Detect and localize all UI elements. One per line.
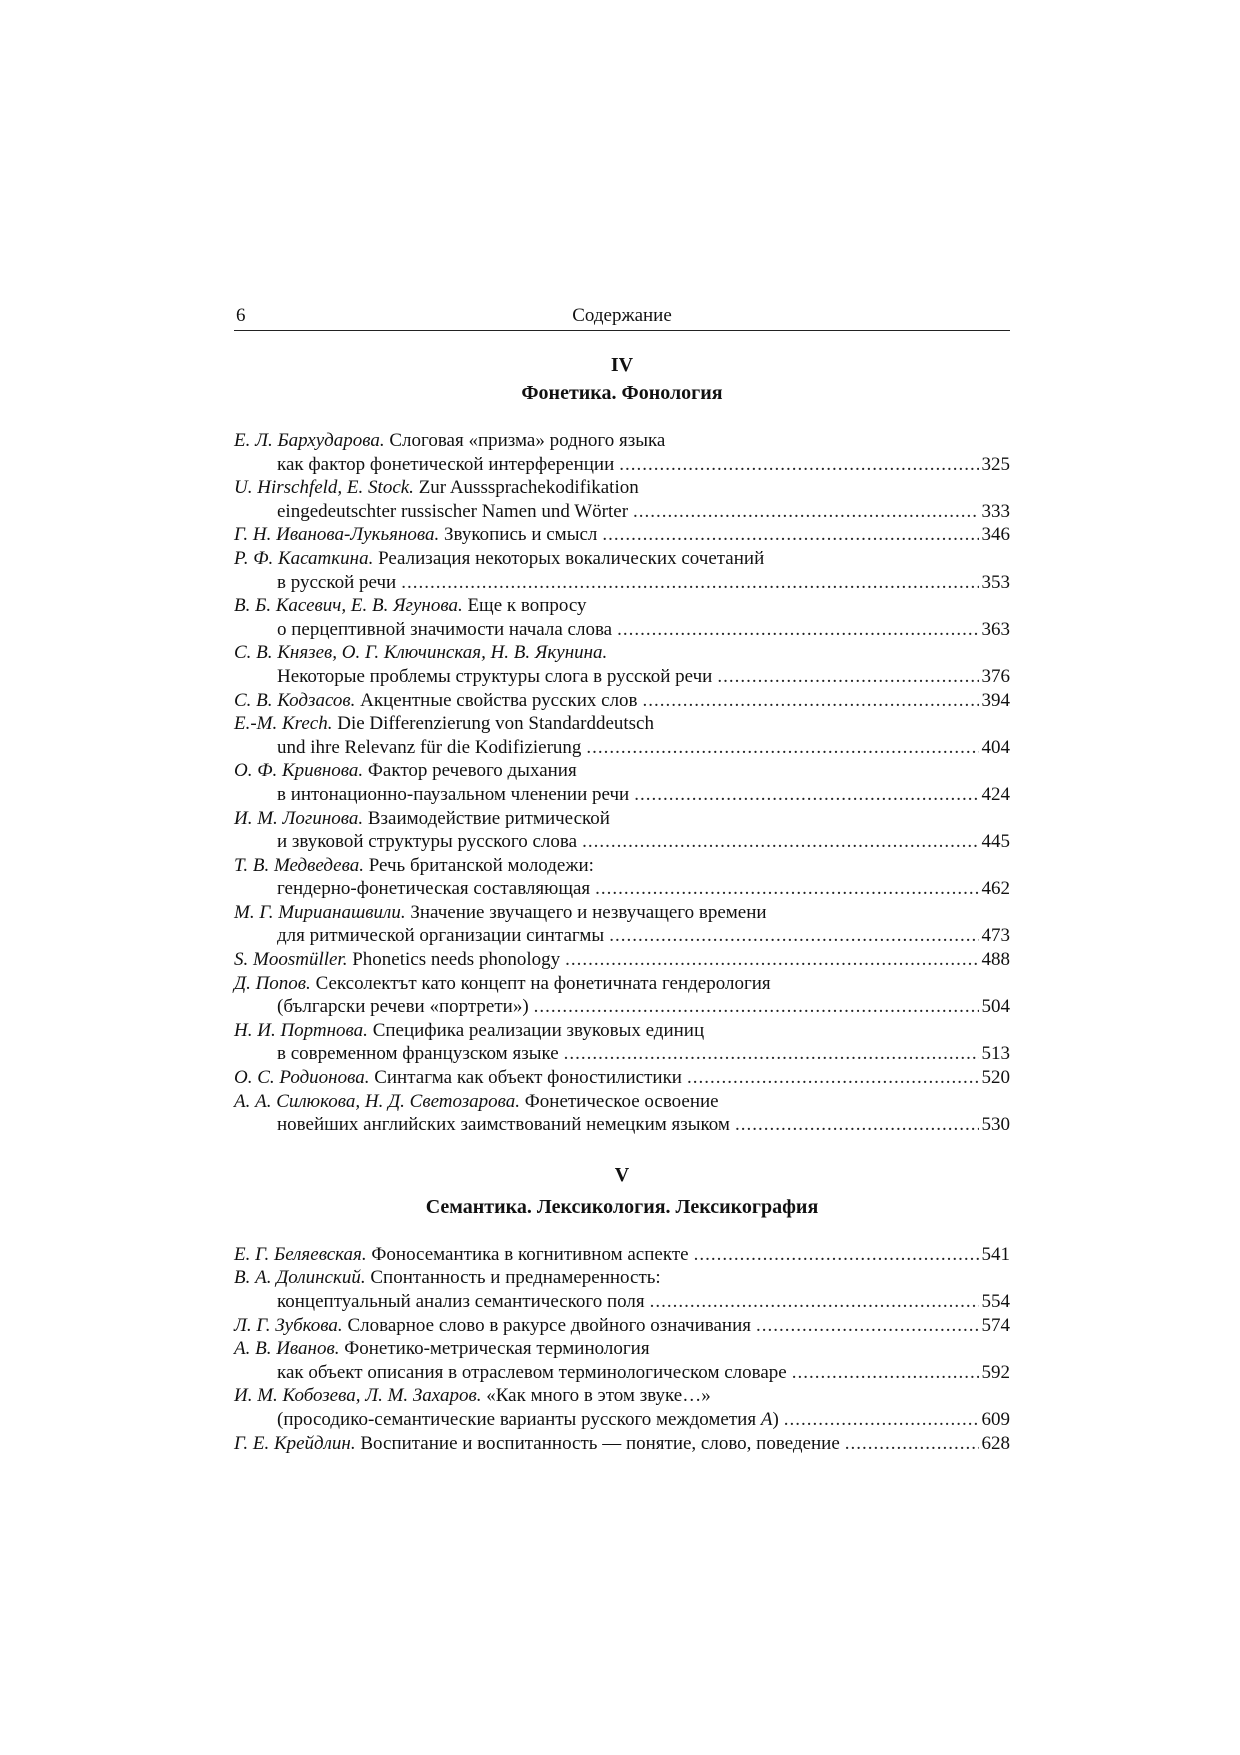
toc-entry-title: Синтагма как объект фоностилистики xyxy=(369,1067,682,1089)
toc-entry-heading xyxy=(234,429,665,453)
dot-leader xyxy=(717,665,978,689)
toc-entry-title: Акцентные свойства русских слов xyxy=(355,689,638,711)
toc-entry-page: 404 xyxy=(981,736,1010,758)
toc-entry-line xyxy=(234,571,1010,595)
toc-entry-title: Специфика реализации звуковых единиц xyxy=(367,1019,705,1041)
toc-entry-authors: Г. Е. Крейдлин. xyxy=(234,1432,356,1454)
book-page xyxy=(234,300,1010,1455)
toc-entry-title: Взаимодействие ритмической xyxy=(363,807,610,829)
dot-leader xyxy=(595,877,978,901)
toc-entry-title-continued: концептуальный анализ семантического поля xyxy=(277,1291,645,1312)
toc-entry-line xyxy=(234,1042,1010,1066)
toc-entry-line xyxy=(234,1384,1010,1408)
toc-entry-line xyxy=(234,1113,1010,1137)
toc-entry-title-continued: (български речеви «портрети») xyxy=(277,996,529,1018)
toc-entry-page: 504 xyxy=(981,996,1010,1018)
toc-entry-heading xyxy=(234,1314,751,1338)
toc-entry-line xyxy=(234,594,1010,618)
toc-entry-line xyxy=(234,429,1010,453)
toc-entry-heading xyxy=(234,972,771,996)
toc-entry-page: 628 xyxy=(981,1432,1010,1454)
toc-entry-title: Phonetics needs phonology xyxy=(347,949,561,971)
toc-entry-line xyxy=(234,1408,1010,1432)
toc-entry-title-continued: Некоторые проблемы структуры слога в русской речи xyxy=(277,665,713,687)
toc-entry-title: Фоносемантика в когнитивном аспекте xyxy=(366,1243,689,1265)
toc-entry-authors: U. Hirschfeld, E. Stock. xyxy=(234,477,414,499)
toc-entry-line xyxy=(234,1066,1010,1090)
toc-entry-heading xyxy=(234,901,767,925)
toc-entry xyxy=(234,1266,1010,1313)
running-title: Содержание xyxy=(572,305,672,326)
section-title: Семантика. Лексикология. Лексикография xyxy=(425,1195,819,1218)
toc-entry-heading xyxy=(234,1243,689,1267)
toc-entry-line xyxy=(234,1019,1010,1043)
dot-leader xyxy=(565,948,978,972)
dot-leader xyxy=(735,1113,979,1137)
dot-leader xyxy=(633,500,978,524)
toc-entry xyxy=(234,1090,1010,1137)
dot-leader xyxy=(534,995,979,1019)
toc-entry-title-continued: и звуковой структуры русского слова xyxy=(277,831,578,853)
dot-leader xyxy=(694,1243,979,1267)
dot-leader xyxy=(845,1432,979,1456)
toc-entry-title: Фонетико-метрическая терминология xyxy=(339,1338,650,1360)
dot-leader xyxy=(650,1290,979,1314)
toc-entry-title-continued: und ihre Relevanz für die Kodifizierung xyxy=(277,736,582,758)
toc-entry-line xyxy=(234,1266,1010,1290)
toc-entry xyxy=(234,1314,1010,1338)
dot-leader xyxy=(792,1361,979,1385)
dot-leader xyxy=(564,1042,979,1066)
toc-entry-page: 333 xyxy=(981,500,1010,522)
toc-entry-page: 325 xyxy=(981,453,1010,475)
toc-entry-title: Словарное слово в ракурсе двойного означивания xyxy=(342,1314,752,1336)
toc-entry xyxy=(234,547,1010,594)
toc-entry-line xyxy=(234,877,1010,901)
dot-leader xyxy=(582,830,978,854)
toc-entry-authors: И. М. Кобозева, Л. М. Захаров. xyxy=(234,1385,482,1407)
toc-entry-title: Сексолектът като концепт на фонетичната гендерология xyxy=(310,972,771,994)
toc-entry xyxy=(234,1019,1010,1066)
toc-entry-heading xyxy=(234,807,610,831)
toc-entry xyxy=(234,689,1010,713)
toc-entry-authors: А. В. Иванов. xyxy=(234,1338,340,1360)
toc-entry-page: 520 xyxy=(981,1067,1010,1089)
toc-entry-authors: О. С. Родионова. xyxy=(234,1067,370,1089)
toc-entry-page: 346 xyxy=(981,524,1010,546)
toc-entry-title: Еще к вопросу xyxy=(462,595,587,617)
toc-entry xyxy=(234,523,1010,547)
toc-entry-authors: Е. Г. Беляевская. xyxy=(234,1243,367,1265)
dot-leader xyxy=(634,783,978,807)
toc-entry-line xyxy=(234,453,1010,477)
toc-entry xyxy=(234,1243,1010,1267)
toc-entry-heading xyxy=(234,594,587,618)
dot-leader xyxy=(609,924,978,948)
toc-entry xyxy=(234,1066,1010,1090)
toc-entry-line xyxy=(234,830,1010,854)
toc-entry-heading xyxy=(234,854,594,878)
toc-entry xyxy=(234,594,1010,641)
toc-entry-page: 394 xyxy=(981,689,1010,711)
toc-entry-line xyxy=(234,924,1010,948)
toc-entry-title: Воспитание и воспитанность — понятие, слово, поведение xyxy=(355,1432,840,1454)
toc-entry-line xyxy=(234,641,1010,665)
toc-entry-page: 473 xyxy=(981,925,1010,947)
toc-entry-heading xyxy=(234,689,638,713)
toc-entry-authors: С. В. Кодзасов. xyxy=(234,689,356,711)
toc-entry-page: 554 xyxy=(981,1291,1010,1312)
toc-entry-title: Речь британской молодежи: xyxy=(363,854,594,876)
toc-entry-title: Zur Ausssprachekodifikation xyxy=(413,477,639,499)
toc-entry-authors: Т. В. Медведева. xyxy=(234,854,364,876)
toc-entry-heading xyxy=(234,1090,719,1114)
toc-entry-authors: Д. Попов. xyxy=(234,972,311,994)
toc-entry-line xyxy=(234,1090,1010,1114)
toc-entry-line xyxy=(234,736,1010,760)
toc-entry-page: 592 xyxy=(981,1361,1010,1383)
toc-entry-heading xyxy=(234,1066,682,1090)
toc-entry-authors: S. Moosmüller. xyxy=(234,949,348,971)
toc-entry-title-continued: для ритмической организации синтагмы xyxy=(277,925,605,947)
dot-leader xyxy=(619,453,978,477)
toc-entry xyxy=(234,712,1010,759)
toc-entry-authors: М. Г. Мирианашвили. xyxy=(234,901,406,923)
toc-entry-page: 353 xyxy=(981,571,1010,593)
toc-entry-line xyxy=(234,783,1010,807)
toc-entry-authors: Г. Н. Иванова-Лукьянова. xyxy=(234,524,440,546)
toc-entry-line xyxy=(234,523,1010,547)
toc-entry-title-continued: новейших английских заимствований немецким языком xyxy=(277,1114,730,1136)
toc-entry-heading xyxy=(234,476,639,500)
toc-entry-title: «Как много в этом звуке…» xyxy=(481,1385,711,1407)
toc-entry-title-continued: как фактор фонетической интерференции xyxy=(277,453,615,475)
toc-entry-title-continued: гендерно-фонетическая составляющая xyxy=(277,878,591,900)
section-numeral: V xyxy=(614,1163,630,1186)
toc-entry-line xyxy=(234,500,1010,524)
toc-entry-line xyxy=(234,618,1010,642)
running-head xyxy=(234,300,1010,331)
toc-entry-line xyxy=(234,1432,1010,1456)
toc-entry-authors: Е. Л. Бархударова. xyxy=(234,430,385,451)
toc-entry-line xyxy=(234,1337,1010,1361)
toc-entry-line xyxy=(234,948,1010,972)
dot-leader xyxy=(756,1314,978,1338)
toc-entry-line xyxy=(234,689,1010,713)
toc-entry xyxy=(234,807,1010,854)
toc-entry-authors: E.-M. Krech. xyxy=(234,713,333,735)
toc-entry-line xyxy=(234,1361,1010,1385)
toc-entry-page: 574 xyxy=(981,1314,1010,1336)
toc-entry-heading xyxy=(234,1019,704,1043)
toc-entry-title: Звукопись и смысл xyxy=(439,524,598,546)
toc-entry-heading xyxy=(234,1432,840,1456)
toc-entry-heading xyxy=(234,547,764,571)
toc-entry-line xyxy=(234,995,1010,1019)
toc-entry xyxy=(234,476,1010,523)
toc-entry xyxy=(234,948,1010,972)
toc-entry xyxy=(234,1432,1010,1456)
toc-entry-line xyxy=(234,1314,1010,1338)
section-heading xyxy=(234,1161,1010,1221)
section-numeral: IV xyxy=(610,354,634,376)
toc-entry xyxy=(234,759,1010,806)
toc-entry-authors: Н. И. Портнова. xyxy=(234,1019,368,1041)
toc-entry-authors: И. М. Логинова. xyxy=(234,807,364,829)
toc-entry-line xyxy=(234,759,1010,783)
toc-entry xyxy=(234,972,1010,1019)
toc-entry-line xyxy=(234,1243,1010,1267)
toc-entry-page: 488 xyxy=(981,949,1010,971)
dot-leader xyxy=(586,736,978,760)
toc-entry xyxy=(234,1337,1010,1384)
toc-entry-authors: С. В. Князев, О. Г. Ключинская, Н. В. Якунина. xyxy=(234,642,608,664)
toc-entry-line xyxy=(234,901,1010,925)
toc-entry xyxy=(234,429,1010,476)
toc-entry-title-continued: о перцептивной значимости начала слова xyxy=(277,618,613,640)
dot-leader xyxy=(617,618,978,642)
toc-entry xyxy=(234,901,1010,948)
dot-leader xyxy=(602,523,978,547)
toc-entry-title: Фактор речевого дыхания xyxy=(363,760,577,782)
toc-entry-page: 445 xyxy=(981,831,1010,853)
toc-entry-page: 363 xyxy=(981,618,1010,640)
section-heading xyxy=(234,351,1010,407)
toc-entry-authors: Р. Ф. Касаткина. xyxy=(234,547,374,569)
toc-entry-line xyxy=(234,972,1010,996)
dot-leader xyxy=(643,689,979,713)
section-title: Фонетика. Фонология xyxy=(521,382,723,404)
toc-entry-line xyxy=(234,854,1010,878)
toc-entry xyxy=(234,1384,1010,1431)
toc-entry-heading xyxy=(234,1266,661,1290)
toc-entry-line xyxy=(234,476,1010,500)
toc-entry-page: 609 xyxy=(981,1408,1010,1430)
toc-list xyxy=(234,1243,1010,1455)
toc-entry-title-continued: как объект описания в отраслевом терминологическом словаре xyxy=(277,1361,787,1383)
toc-entry-authors: О. Ф. Кривнова. xyxy=(234,760,364,782)
toc-entry-heading xyxy=(234,641,607,665)
dot-leader xyxy=(401,571,978,595)
toc-entry-page: 513 xyxy=(981,1043,1010,1065)
toc-list xyxy=(234,429,1010,1137)
toc-entry-authors: В. А. Долинский. xyxy=(234,1267,366,1289)
toc-entry-title: Die Differenzierung von Standarddeutsch xyxy=(332,713,654,735)
toc-entry-page: 424 xyxy=(981,783,1010,805)
toc-entry-title: Фонетическое освоение xyxy=(520,1090,719,1112)
toc-entry-title: Спонтанность и преднамеренность: xyxy=(365,1267,661,1289)
toc-entry-page: 541 xyxy=(981,1243,1010,1265)
toc-entry-page: 376 xyxy=(981,665,1010,687)
toc-entry-heading xyxy=(234,759,577,783)
toc-entry-heading xyxy=(234,712,654,736)
toc-entry-title-continued: (просодико-семантические варианты русского междометия А) xyxy=(277,1408,779,1430)
toc-entry-line xyxy=(234,665,1010,689)
toc-entry-heading xyxy=(234,523,597,547)
toc-entry-title: Слоговая «призма» родного языка xyxy=(384,430,666,451)
toc-entry-line xyxy=(234,547,1010,571)
toc-entry-page: 462 xyxy=(981,878,1010,900)
toc-entry-authors: Л. Г. Зубкова. xyxy=(234,1314,343,1336)
toc-entry-heading xyxy=(234,948,560,972)
dot-leader xyxy=(687,1066,979,1090)
toc-entry-title: Значение звучащего и незвучащего времени xyxy=(405,901,767,923)
page-number: 6 xyxy=(236,305,246,326)
toc-entry-page: 530 xyxy=(981,1114,1010,1136)
toc-entry-heading xyxy=(234,1384,711,1408)
toc-entry-authors: В. Б. Касевич, Е. В. Ягунова. xyxy=(234,595,463,617)
toc-entry xyxy=(234,641,1010,688)
toc-entry-title: Реализация некоторых вокалических сочетаний xyxy=(373,547,765,569)
toc-entry-title-continued: в интонационно-паузальном членении речи xyxy=(277,783,630,805)
toc-entry-line xyxy=(234,712,1010,736)
toc-entry-line xyxy=(234,807,1010,831)
toc-entry-title-continued: в русской речи xyxy=(277,571,397,593)
toc-entry-title-continued: в современном французском языке xyxy=(277,1043,559,1065)
toc-entry xyxy=(234,854,1010,901)
toc-entry-heading xyxy=(234,1337,650,1361)
dot-leader xyxy=(784,1408,979,1432)
toc-entry-authors: А. А. Силюкова, Н. Д. Светозарова. xyxy=(234,1090,521,1112)
toc-entry-line xyxy=(234,1290,1010,1314)
toc-entry-title-continued: eingedeutschter russischer Namen und Wörter xyxy=(277,500,629,522)
